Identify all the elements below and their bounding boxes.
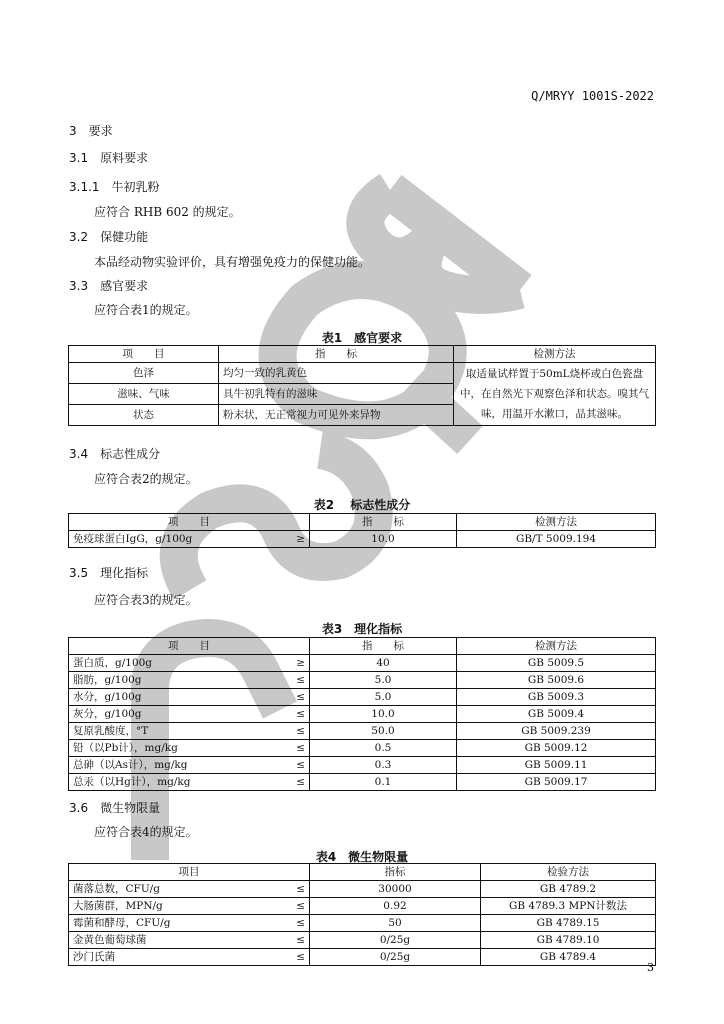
heading-3-5: 3.5 理化指标: [69, 566, 149, 580]
table-row: [69, 723, 656, 740]
table2-caption: 表2 标志性成分: [313, 498, 411, 512]
table-cell: 大肠菌群，MPN/g ≤: [69, 898, 310, 915]
document-code: Q/MRYY 1001S-2022: [531, 89, 654, 103]
table-row: [69, 655, 656, 672]
table-cell: GB 5009.3: [457, 689, 656, 706]
table-cell: 50: [310, 915, 481, 932]
paragraph-3-2: 本品经动物实验评价，具有增强免疫力的保健功能。: [94, 255, 371, 269]
table-cell: GB 5009.17: [457, 774, 656, 791]
table-cell: GB 5009.6: [457, 672, 656, 689]
table-cell: 铅（以Pb计），mg/kg ≤: [69, 740, 310, 757]
paragraph-3-3: 应符合表1的规定。: [94, 303, 198, 317]
table1-header-item: 项 目: [69, 346, 219, 363]
table-row: [69, 915, 656, 932]
heading-3-6: 3.6 微生物限量: [69, 801, 161, 815]
table-cell: 状态: [69, 405, 219, 426]
table-row: [69, 881, 656, 898]
table-cell: 0.3: [310, 757, 457, 774]
table3-header-method: 检测方法: [457, 638, 656, 655]
table-cell: 免疫球蛋白IgG，g/100g ≥: [69, 531, 310, 548]
table-row: [69, 740, 656, 757]
watermark-letter-b: [365, 190, 520, 295]
table-row: [69, 757, 656, 774]
table-cell: 30000: [310, 881, 481, 898]
table2-header-method: 检测方法: [457, 514, 656, 531]
table-cell: GB 5009.11: [457, 757, 656, 774]
table3-caption: 表3 理化指标: [321, 622, 403, 636]
table-cell: 脂肪，g/100g ≤: [69, 672, 310, 689]
table-row: [69, 689, 656, 706]
table-cell: 沙门氏菌 ≤: [69, 949, 310, 966]
heading-3-4: 3.4 标志性成分: [69, 447, 161, 461]
table-row: [69, 898, 656, 915]
table4: [68, 863, 656, 966]
table4-caption: 表4 微生物限量: [315, 850, 409, 864]
table-cell: GB 4789.10: [481, 932, 656, 949]
table-cell: 5.0: [310, 672, 457, 689]
paragraph-3-6: 应符合表4的规定。: [94, 825, 198, 839]
table-cell: 总汞（以Hg计），mg/kg ≤: [69, 774, 310, 791]
table-row: [69, 949, 656, 966]
page-number: 3: [647, 961, 654, 974]
table3-header-item: 项 目: [69, 638, 310, 655]
table-cell: 复原乳酸度，°T ≤: [69, 723, 310, 740]
heading-3-2: 3.2 保健功能: [69, 230, 149, 244]
table1: [68, 345, 656, 426]
table-cell: 0.1: [310, 774, 457, 791]
table-cell: GB/T 5009.194: [457, 531, 656, 548]
table2-header-item: 项 目: [69, 514, 310, 531]
table-cell: 水分，g/100g ≤: [69, 689, 310, 706]
table-row: [69, 672, 656, 689]
table-cell: GB 5009.239: [457, 723, 656, 740]
table-cell: 金黄色葡萄球菌 ≤: [69, 932, 310, 949]
table-cell: 灰分，g/100g ≤: [69, 706, 310, 723]
table2: [68, 513, 656, 548]
table-row: [69, 932, 656, 949]
table-cell: 总砷（以As计），mg/kg ≤: [69, 757, 310, 774]
table-cell: 菌落总数，CFU/g ≤: [69, 881, 310, 898]
table-cell: 蛋白质，g/100g ≥: [69, 655, 310, 672]
table3: [68, 637, 656, 791]
table-cell: 50.0: [310, 723, 457, 740]
table-cell: GB 4789.3 MPN计数法: [481, 898, 656, 915]
table-cell: 40: [310, 655, 457, 672]
table-cell: GB 4789.15: [481, 915, 656, 932]
paragraph-3-4: 应符合表2的规定。: [94, 472, 198, 486]
table-cell: GB 5009.4: [457, 706, 656, 723]
table-cell: 10.0: [310, 706, 457, 723]
table4-header-item: 项目: [69, 864, 310, 881]
table-cell: 0.92: [310, 898, 481, 915]
heading-3-1-1: 3.1.1 牛初乳粉: [69, 180, 160, 194]
table-cell: 粉末状，无正常视力可见外来异物: [219, 405, 454, 426]
table-cell: 10.0: [310, 531, 457, 548]
table-cell: 0/25g: [310, 949, 481, 966]
table-cell: 5.0: [310, 689, 457, 706]
paragraph-3-1-1: 应符合 RHB 602 的规定。: [94, 205, 241, 219]
table-cell: 滋味、气味: [69, 384, 219, 405]
table2-header-spec: 指 标: [310, 514, 457, 531]
table-row: [69, 531, 656, 548]
table-cell: 0.5: [310, 740, 457, 757]
table-row: [69, 774, 656, 791]
heading-3-1: 3.1 原料要求: [69, 151, 149, 165]
heading-3: 3 要求: [69, 124, 113, 138]
table-cell: GB 4789.4: [481, 949, 656, 966]
table-cell: 均匀一致的乳黄色: [219, 363, 454, 384]
table1-caption: 表1 感官要求: [321, 331, 403, 345]
paragraph-3-5: 应符合表3的规定。: [94, 593, 198, 607]
table-cell: GB 5009.5: [457, 655, 656, 672]
table-cell: 0/25g: [310, 932, 481, 949]
table1-method: 取适量试样置于50mL烧杯或白色瓷盘中，在自然光下观察色泽和状态。嗅其气味，用温开水漱口，品其滋味。: [454, 363, 656, 426]
heading-3-3: 3.3 感官要求: [69, 279, 149, 293]
table-row: [69, 706, 656, 723]
table3-header-spec: 指 标: [310, 638, 457, 655]
table-cell: 霉菌和酵母，CFU/g ≤: [69, 915, 310, 932]
table1-header-spec: 指 标: [219, 346, 454, 363]
table-cell: 色泽: [69, 363, 219, 384]
table-cell: 具牛初乳特有的滋味: [219, 384, 454, 405]
table-cell: GB 4789.2: [481, 881, 656, 898]
table1-header-method: 检测方法: [454, 346, 656, 363]
table4-header-spec: 指标: [310, 864, 481, 881]
table-cell: GB 5009.12: [457, 740, 656, 757]
table4-header-method: 检验方法: [481, 864, 656, 881]
